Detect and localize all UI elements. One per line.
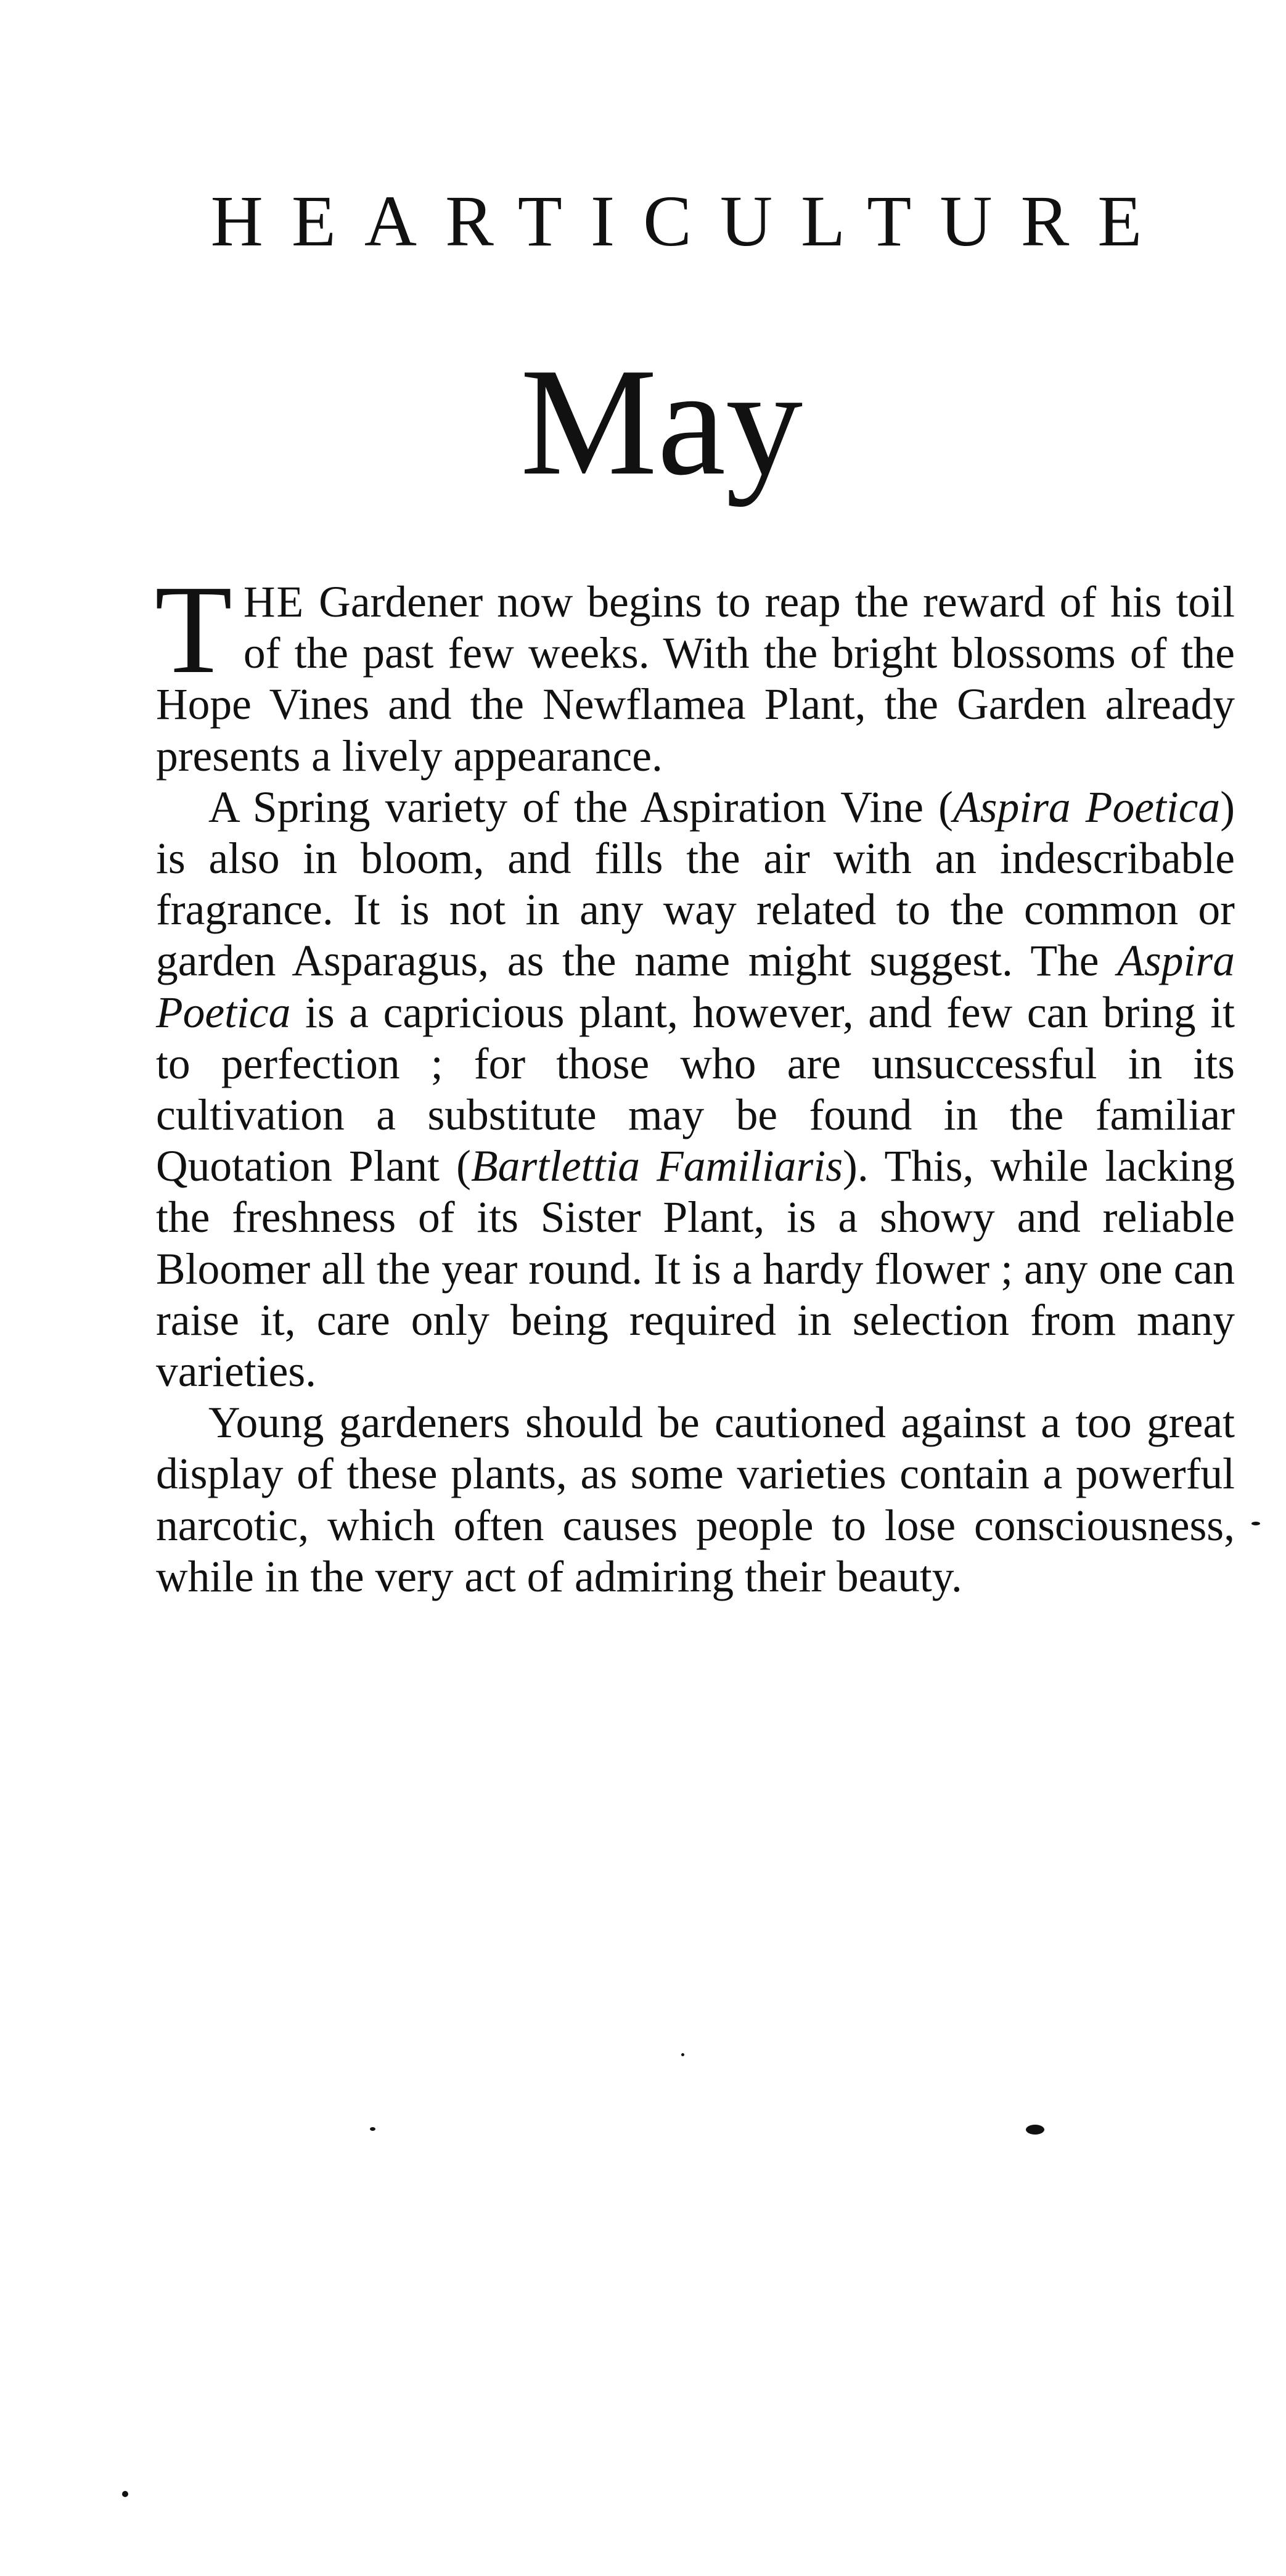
paragraph-1 — [155, 559, 1235, 782]
scan-speck — [1026, 2125, 1044, 2135]
latin-name-bartlettia: Bartlettia Familiaris — [470, 1142, 843, 1191]
latin-name-aspira: Aspira Poetica — [952, 782, 1221, 832]
paragraph-1-lead: HE — [243, 578, 305, 626]
running-title: HEARTICULTURE — [210, 181, 1171, 261]
month-title: May — [520, 337, 803, 507]
paragraph-3: Young gardeners should be cautioned against a too great display of these plants, as some varieties contain a powerful narcotic, which often causes people to lose consciousness, while in the very act of admiring their beauty. — [156, 1398, 1235, 1601]
scan-speck — [681, 2053, 684, 2056]
paragraph-2-text-c: ) is also in bloom, and fills the air with an indescribable fragrance. It is not in any way related to the common or garden Asparagus, as the name might suggest. The — [156, 782, 1235, 986]
paragraph-2 — [156, 782, 1235, 1397]
drop-cap: T — [155, 559, 232, 700]
paragraph-1-text: Gardener now begins to reap the reward of his toil of the past few weeks. With the bright blossoms of the Hope Vines and the Newflamea Plant, the Garden already presents a lively appearance. — [156, 578, 1235, 781]
paragraph-2-text-g: ). This, while lacking the freshness of its Sister Plant, is a showy and reliable Bloomer all the year round. It is a hardy flower ; any one can raise it, care only being required in selection from many varieties. — [156, 1142, 1235, 1397]
scan-speck — [122, 2491, 128, 2497]
scan-speck — [370, 2127, 375, 2131]
scan-speck — [1251, 1522, 1260, 1525]
paragraph-2-text-e: is a capricious plant, however, and few can bring it to perfection ; for those who are unsuccessful in its cultivation a substitute may be found in the familiar Quotation Plant ( — [156, 988, 1235, 1191]
paragraph-2-text-a: A Spring variety of the Aspiration Vine ( — [208, 782, 953, 832]
latin-name-aspira-2: Aspira Poetica — [156, 937, 1235, 1037]
article-body — [155, 559, 1235, 1602]
